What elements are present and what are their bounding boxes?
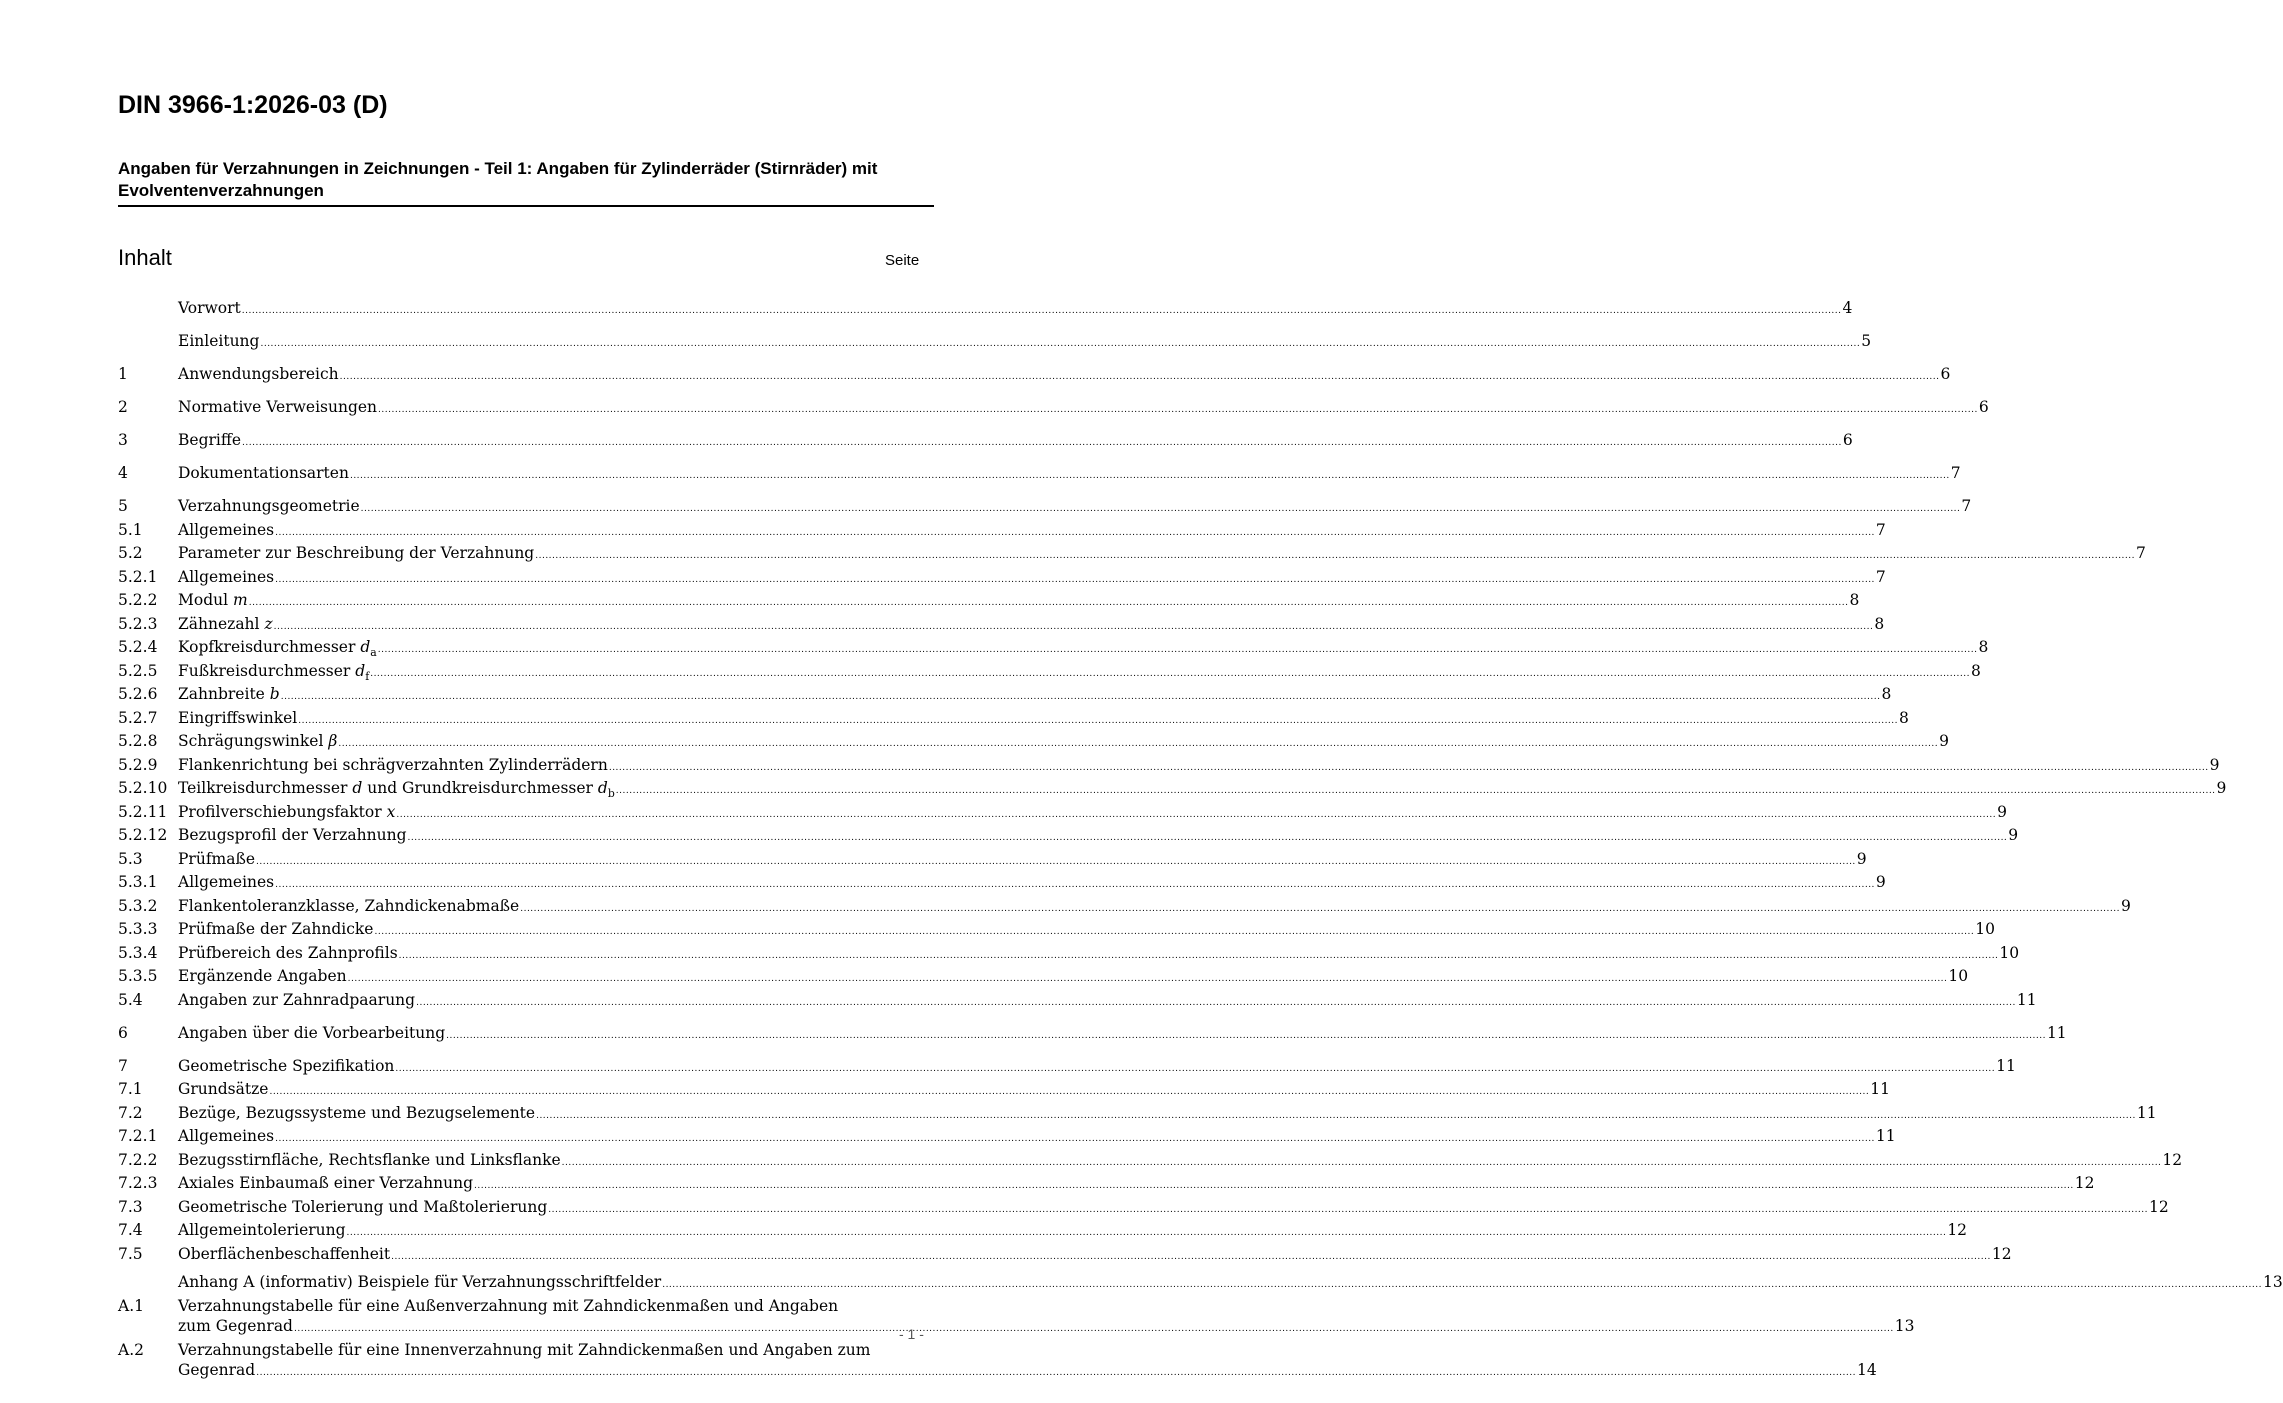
toc-entry-number: 1: [118, 365, 128, 383]
toc-entry-title: Grundsätze: [178, 1080, 269, 1098]
toc-entry-page: 12: [1991, 1244, 2012, 1263]
toc-entry-title: Vorwort: [178, 299, 241, 317]
toc-leader-dots: [374, 922, 1974, 943]
toc-entry-page: 8: [1849, 591, 1860, 609]
toc-entry[interactable]: [118, 990, 2037, 1014]
toc-entry-title: Bezugsprofil der Verzahnung: [178, 826, 407, 844]
toc-entry-page: 11: [2016, 990, 2037, 1009]
toc-leader-dots: [396, 805, 1996, 826]
toc-entry-number: 5.2.2: [118, 591, 158, 609]
toc-entry[interactable]: [118, 708, 1909, 732]
toc-leader-dots: [391, 1247, 1991, 1268]
toc-entry[interactable]: [118, 802, 2007, 826]
toc-entry-number: 7.2: [118, 1103, 143, 1122]
toc-entry-page: 9: [1939, 732, 1949, 750]
toc-entry[interactable]: [118, 1056, 2016, 1080]
toc-leader-dots: [275, 523, 1875, 544]
toc-entry-title: Prüfmaße: [178, 849, 256, 868]
toc-entry-page: 9: [2120, 896, 2131, 915]
toc-leader-dots: [662, 1275, 2262, 1296]
toc-entry-title: Verzahnungstabelle für eine Außenverzahnung mit Zahndickenmaßen und Angaben: [178, 1296, 839, 1315]
toc-entry-number: 5: [118, 497, 128, 515]
toc-entry[interactable]: [118, 520, 1886, 544]
toc-entry-number: 5.2.6: [118, 685, 158, 703]
toc-leader-dots: [609, 758, 2209, 779]
toc-entry-title: Geometrische Spezifikation: [178, 1056, 395, 1075]
toc-entry-title: Dokumentationsarten: [178, 464, 349, 482]
toc-entry-number: 5.2.8: [118, 732, 158, 750]
toc-entry[interactable]: [118, 1150, 2183, 1174]
toc-entry-title: Flankenrichtung bei schrägverzahnten Zylinderrädern: [178, 755, 608, 774]
toc-leader-dots: [446, 1026, 2046, 1047]
toc-entry-title: Prüfmaße der Zahndicke: [178, 920, 374, 938]
toc-entry[interactable]: [118, 966, 1969, 990]
toc-entry[interactable]: [118, 543, 2146, 567]
toc-entry-title: Bezüge, Bezugssysteme und Bezugselemente: [178, 1103, 536, 1122]
toc-leader-dots: [350, 466, 1950, 487]
toc-entry-title: Anhang A (informativ) Beispiele für Verzahnungsschriftfelder: [178, 1273, 662, 1291]
toc-leader-dots: [536, 1106, 2136, 1127]
toc-entry-number: 5.2.7: [118, 708, 158, 727]
toc-entry-title: Teilkreisdurchmesser d und Grundkreisdurchmesser $d_b$: [178, 779, 615, 801]
toc-entry[interactable]: [118, 896, 2131, 920]
toc-entry[interactable]: [118, 590, 1860, 614]
toc-entry-page: 6: [1842, 431, 1853, 449]
toc-entry[interactable]: [118, 778, 2227, 802]
toc-entry-number: 5.2.5: [118, 661, 158, 680]
toc-entry-page: 9: [2008, 826, 2019, 844]
toc-leader-dots: [242, 301, 1842, 322]
toc-entry[interactable]: [118, 1103, 2157, 1127]
toc-leader-dots: [408, 828, 2008, 849]
toc-entry-page: 7: [1875, 567, 1886, 586]
toc-entry[interactable]: [118, 463, 1961, 487]
toc-leader-dots: [281, 687, 1881, 708]
toc-leader-dots: [562, 1153, 2162, 1174]
toc-entry[interactable]: [118, 298, 1853, 322]
toc-entry-title: Axiales Einbaumaß einer Verzahnung: [178, 1174, 473, 1192]
toc-entry[interactable]: [118, 1340, 1877, 1384]
toc-entry-page: 10: [1975, 920, 1995, 938]
toc-entry-title: Profilverschiebungsfaktor x: [178, 802, 396, 821]
toc-leader-dots: [275, 875, 1875, 896]
toc-entry-page: 8: [1899, 708, 1909, 727]
toc-entry-title: Prüfbereich des Zahnprofils: [178, 943, 398, 962]
toc-entry-title: Allgemeines: [178, 1127, 275, 1145]
toc-entry-title: Verzahnungstabelle für eine Innenverzahnung mit Zahndickenmaßen und Angaben zum: [178, 1340, 871, 1359]
toc-entry-page: 6: [1940, 365, 1951, 383]
toc-entry[interactable]: [118, 684, 1892, 708]
toc-entry-number: 5.2.4: [118, 638, 158, 656]
toc-entry-title: Allgemeines: [178, 873, 275, 891]
table-of-contents: [118, 298, 2283, 1384]
toc-entry-page: 7: [1950, 464, 1961, 482]
toc-entry-number: 7.2.1: [118, 1127, 158, 1145]
toc-entry[interactable]: [118, 1126, 1896, 1150]
toc-entry-title: Allgemeintolerierung: [178, 1221, 346, 1239]
toc-leader-dots: [378, 400, 1978, 421]
toc-leader-dots: [256, 852, 1856, 873]
toc-entry-number: 5.3.2: [118, 896, 158, 915]
document-subtitle: Angaben für Verzahnungen in Zeichnungen - Teil 1: Angaben für Zylinderräder (Stirnräder) mit Evolventenverzahnungen: [118, 158, 934, 207]
toc-entry-page: 4: [1842, 299, 1853, 317]
toc-leader-dots: [347, 1223, 1947, 1244]
toc-entry-title: Verzahnungsgeometrie: [178, 497, 360, 515]
toc-leader-dots: [520, 899, 2120, 920]
toc-entry-title: Allgemeines: [178, 520, 275, 539]
toc-leader-dots: [275, 1129, 1875, 1150]
toc-entry[interactable]: [118, 496, 1972, 520]
toc-entry-page: 12: [1947, 1221, 1968, 1239]
toc-entry-page: 11: [1996, 1056, 2016, 1075]
toc-entry[interactable]: [118, 1173, 2095, 1197]
toc-entry-page: 9: [1875, 873, 1886, 891]
toc-entry-number: 5.2: [118, 544, 143, 562]
toc-entry[interactable]: [118, 661, 1981, 685]
toc-entry-number: 7.4: [118, 1221, 143, 1239]
toc-entry-title: Begriffe: [178, 431, 242, 449]
toc-entry-number: 2: [118, 398, 128, 416]
document-id: DIN 3966-1:2026-03 (D): [118, 91, 388, 119]
toc-entry[interactable]: [118, 637, 1989, 661]
toc-entry-page: 8: [1874, 614, 1885, 633]
toc-leader-dots: [616, 781, 2216, 802]
toc-entry-title: Allgemeines: [178, 567, 275, 586]
toc-entry[interactable]: [118, 397, 1989, 421]
toc-entry-page: 8: [1978, 638, 1989, 656]
toc-entry-title-continued: zum Gegenrad: [178, 1317, 293, 1335]
toc-entry-number: 4: [118, 464, 128, 482]
toc-entry-number: 5.3.3: [118, 920, 158, 938]
toc-entry-page: 5: [1861, 332, 1872, 350]
toc-heading: Inhalt: [118, 245, 172, 270]
toc-entry[interactable]: [118, 1272, 2283, 1296]
toc-entry[interactable]: [118, 943, 2020, 967]
toc-entry-page: 12: [2162, 1150, 2183, 1169]
toc-leader-dots: [298, 711, 1898, 732]
toc-entry-page: 9: [1856, 849, 1867, 868]
toc-entry-title: Kopfkreisdurchmesser $d_a$: [178, 638, 377, 660]
toc-entry-number: A.2: [118, 1340, 144, 1359]
toc-entry-page: 10: [1948, 967, 1969, 985]
toc-entry-page: 9: [2216, 779, 2227, 797]
toc-entry-number: 5.2.1: [118, 567, 158, 586]
toc-entry-number: 5.3.4: [118, 943, 158, 962]
toc-leader-dots: [269, 1082, 1869, 1103]
toc-entry-number: 3: [118, 431, 128, 449]
toc-entry-page: 11: [1875, 1127, 1896, 1145]
toc-entry-title: Einleitung: [178, 332, 260, 350]
toc-leader-dots: [399, 946, 1999, 967]
toc-entry-number: 5.2.10: [118, 779, 168, 797]
toc-entry[interactable]: [118, 849, 1867, 873]
toc-entry-number: 7: [118, 1056, 128, 1075]
toc-entry[interactable]: [118, 1197, 2169, 1221]
toc-entry[interactable]: [118, 1296, 1915, 1340]
toc-entry[interactable]: [118, 872, 1886, 896]
toc-entry-page: 12: [2074, 1174, 2095, 1192]
toc-entry-page: 7: [1875, 520, 1886, 539]
page-number: - 1 -: [899, 1326, 924, 1342]
toc-entry-page: 7: [2136, 544, 2146, 562]
toc-entry-number: 7.2.3: [118, 1174, 158, 1192]
toc-leader-dots: [548, 1200, 2148, 1221]
toc-entry-number: A.1: [118, 1296, 144, 1315]
toc-entry-number: 5.2.3: [118, 614, 158, 633]
toc-entry-title: Zahnbreite b: [178, 685, 280, 703]
toc-entry[interactable]: [118, 614, 1885, 638]
toc-entry-number: 7.3: [118, 1197, 143, 1216]
toc-leader-dots: [348, 969, 1948, 990]
toc-entry-number: 5.4: [118, 990, 143, 1009]
toc-entry-page: 12: [2149, 1197, 2169, 1216]
toc-leader-dots: [338, 734, 1938, 755]
toc-leader-dots: [535, 546, 2135, 567]
toc-entry-page: 13: [1894, 1317, 1915, 1335]
toc-entry-title-continued: Gegenrad: [178, 1361, 256, 1379]
toc-leader-dots: [361, 499, 1961, 520]
toc-entry-title: Normative Verweisungen: [178, 398, 378, 416]
toc-entry-number: 5.3.5: [118, 967, 158, 985]
toc-entry[interactable]: [118, 567, 1886, 591]
toc-entry-title: Flankentoleranzklasse, Zahndickenabmaße: [178, 896, 520, 915]
toc-entry[interactable]: [118, 1079, 1890, 1103]
toc-leader-dots: [378, 640, 1978, 661]
toc-entry-page: 6: [1978, 398, 1989, 416]
toc-entry-title: Anwendungsbereich: [178, 365, 339, 383]
toc-leader-dots: [474, 1176, 2074, 1197]
toc-leader-dots: [249, 593, 1849, 614]
toc-entry-page: 9: [2209, 755, 2220, 774]
toc-entry-page: 13: [2262, 1273, 2283, 1291]
toc-leader-dots: [275, 570, 1875, 591]
toc-entry-number: 5.2.12: [118, 826, 168, 844]
toc-entry-title: Geometrische Tolerierung und Maßtolerierung: [178, 1197, 548, 1216]
toc-leader-dots: [260, 334, 1860, 355]
toc-leader-dots: [416, 993, 2016, 1014]
toc-entry-number: 7.2.2: [118, 1150, 158, 1169]
page-column-label: Seite: [885, 252, 920, 269]
toc-entry-number: 5.3.1: [118, 873, 158, 891]
toc-leader-dots: [256, 1363, 1856, 1384]
toc-entry-page: 11: [2046, 1023, 2067, 1042]
toc-entry-title: Parameter zur Beschreibung der Verzahnung: [178, 544, 535, 562]
toc-entry-page: 7: [1961, 497, 1972, 515]
toc-leader-dots: [242, 433, 1842, 454]
toc-entry-page: 10: [1999, 943, 2020, 962]
toc-entry-number: 7.5: [118, 1244, 143, 1263]
toc-entry[interactable]: [118, 755, 2220, 779]
toc-entry-title: Zähnezahl z: [178, 614, 273, 633]
toc-entry-title: Bezugsstirnfläche, Rechtsflanke und Linksflanke: [178, 1150, 561, 1169]
toc-entry[interactable]: [118, 825, 2019, 849]
toc-entry-page: 11: [1870, 1080, 1890, 1098]
toc-entry-title: Ergänzende Angaben: [178, 967, 347, 985]
toc-entry-number: 5.2.11: [118, 802, 168, 821]
toc-entry[interactable]: [118, 1023, 2067, 1047]
toc-leader-dots: [370, 664, 1970, 685]
toc-entry[interactable]: [118, 1244, 2012, 1268]
toc-entry-title: Oberflächenbeschaffenheit: [178, 1244, 391, 1263]
toc-entry-number: 5.1: [118, 520, 143, 539]
toc-entry[interactable]: [118, 331, 1872, 355]
toc-entry[interactable]: [118, 1220, 1968, 1244]
toc-entry-title: Angaben über die Vorbearbeitung: [178, 1023, 446, 1042]
toc-entry-page: 9: [1997, 802, 2007, 821]
toc-leader-dots: [340, 367, 1940, 388]
toc-entry-title: Angaben zur Zahnradpaarung: [178, 990, 416, 1009]
toc-entry-page: 14: [1856, 1361, 1877, 1379]
toc-leader-dots: [274, 617, 1874, 638]
toc-leader-dots: [395, 1059, 1995, 1080]
toc-entry-title: Modul m: [178, 591, 248, 609]
toc-entry-title: Eingriffswinkel: [178, 708, 298, 727]
toc-entry-page: 11: [2136, 1103, 2157, 1122]
toc-entry-number: 5.2.9: [118, 755, 158, 774]
toc-entry-number: 7.1: [118, 1080, 143, 1098]
toc-entry-number: 5.3: [118, 849, 143, 868]
toc-entry-page: 8: [1881, 685, 1892, 703]
toc-entry[interactable]: [118, 919, 1995, 943]
toc-entry-number: 6: [118, 1023, 128, 1042]
toc-entry[interactable]: [118, 430, 1853, 454]
toc-leader-dots: [294, 1319, 1894, 1340]
toc-entry-title: Schrägungswinkel β: [178, 732, 338, 750]
toc-entry[interactable]: [118, 731, 1949, 755]
toc-entry-page: 8: [1970, 661, 1981, 680]
toc-entry-title: Fußkreisdurchmesser $d_f$: [178, 661, 370, 683]
toc-entry[interactable]: [118, 364, 1951, 388]
